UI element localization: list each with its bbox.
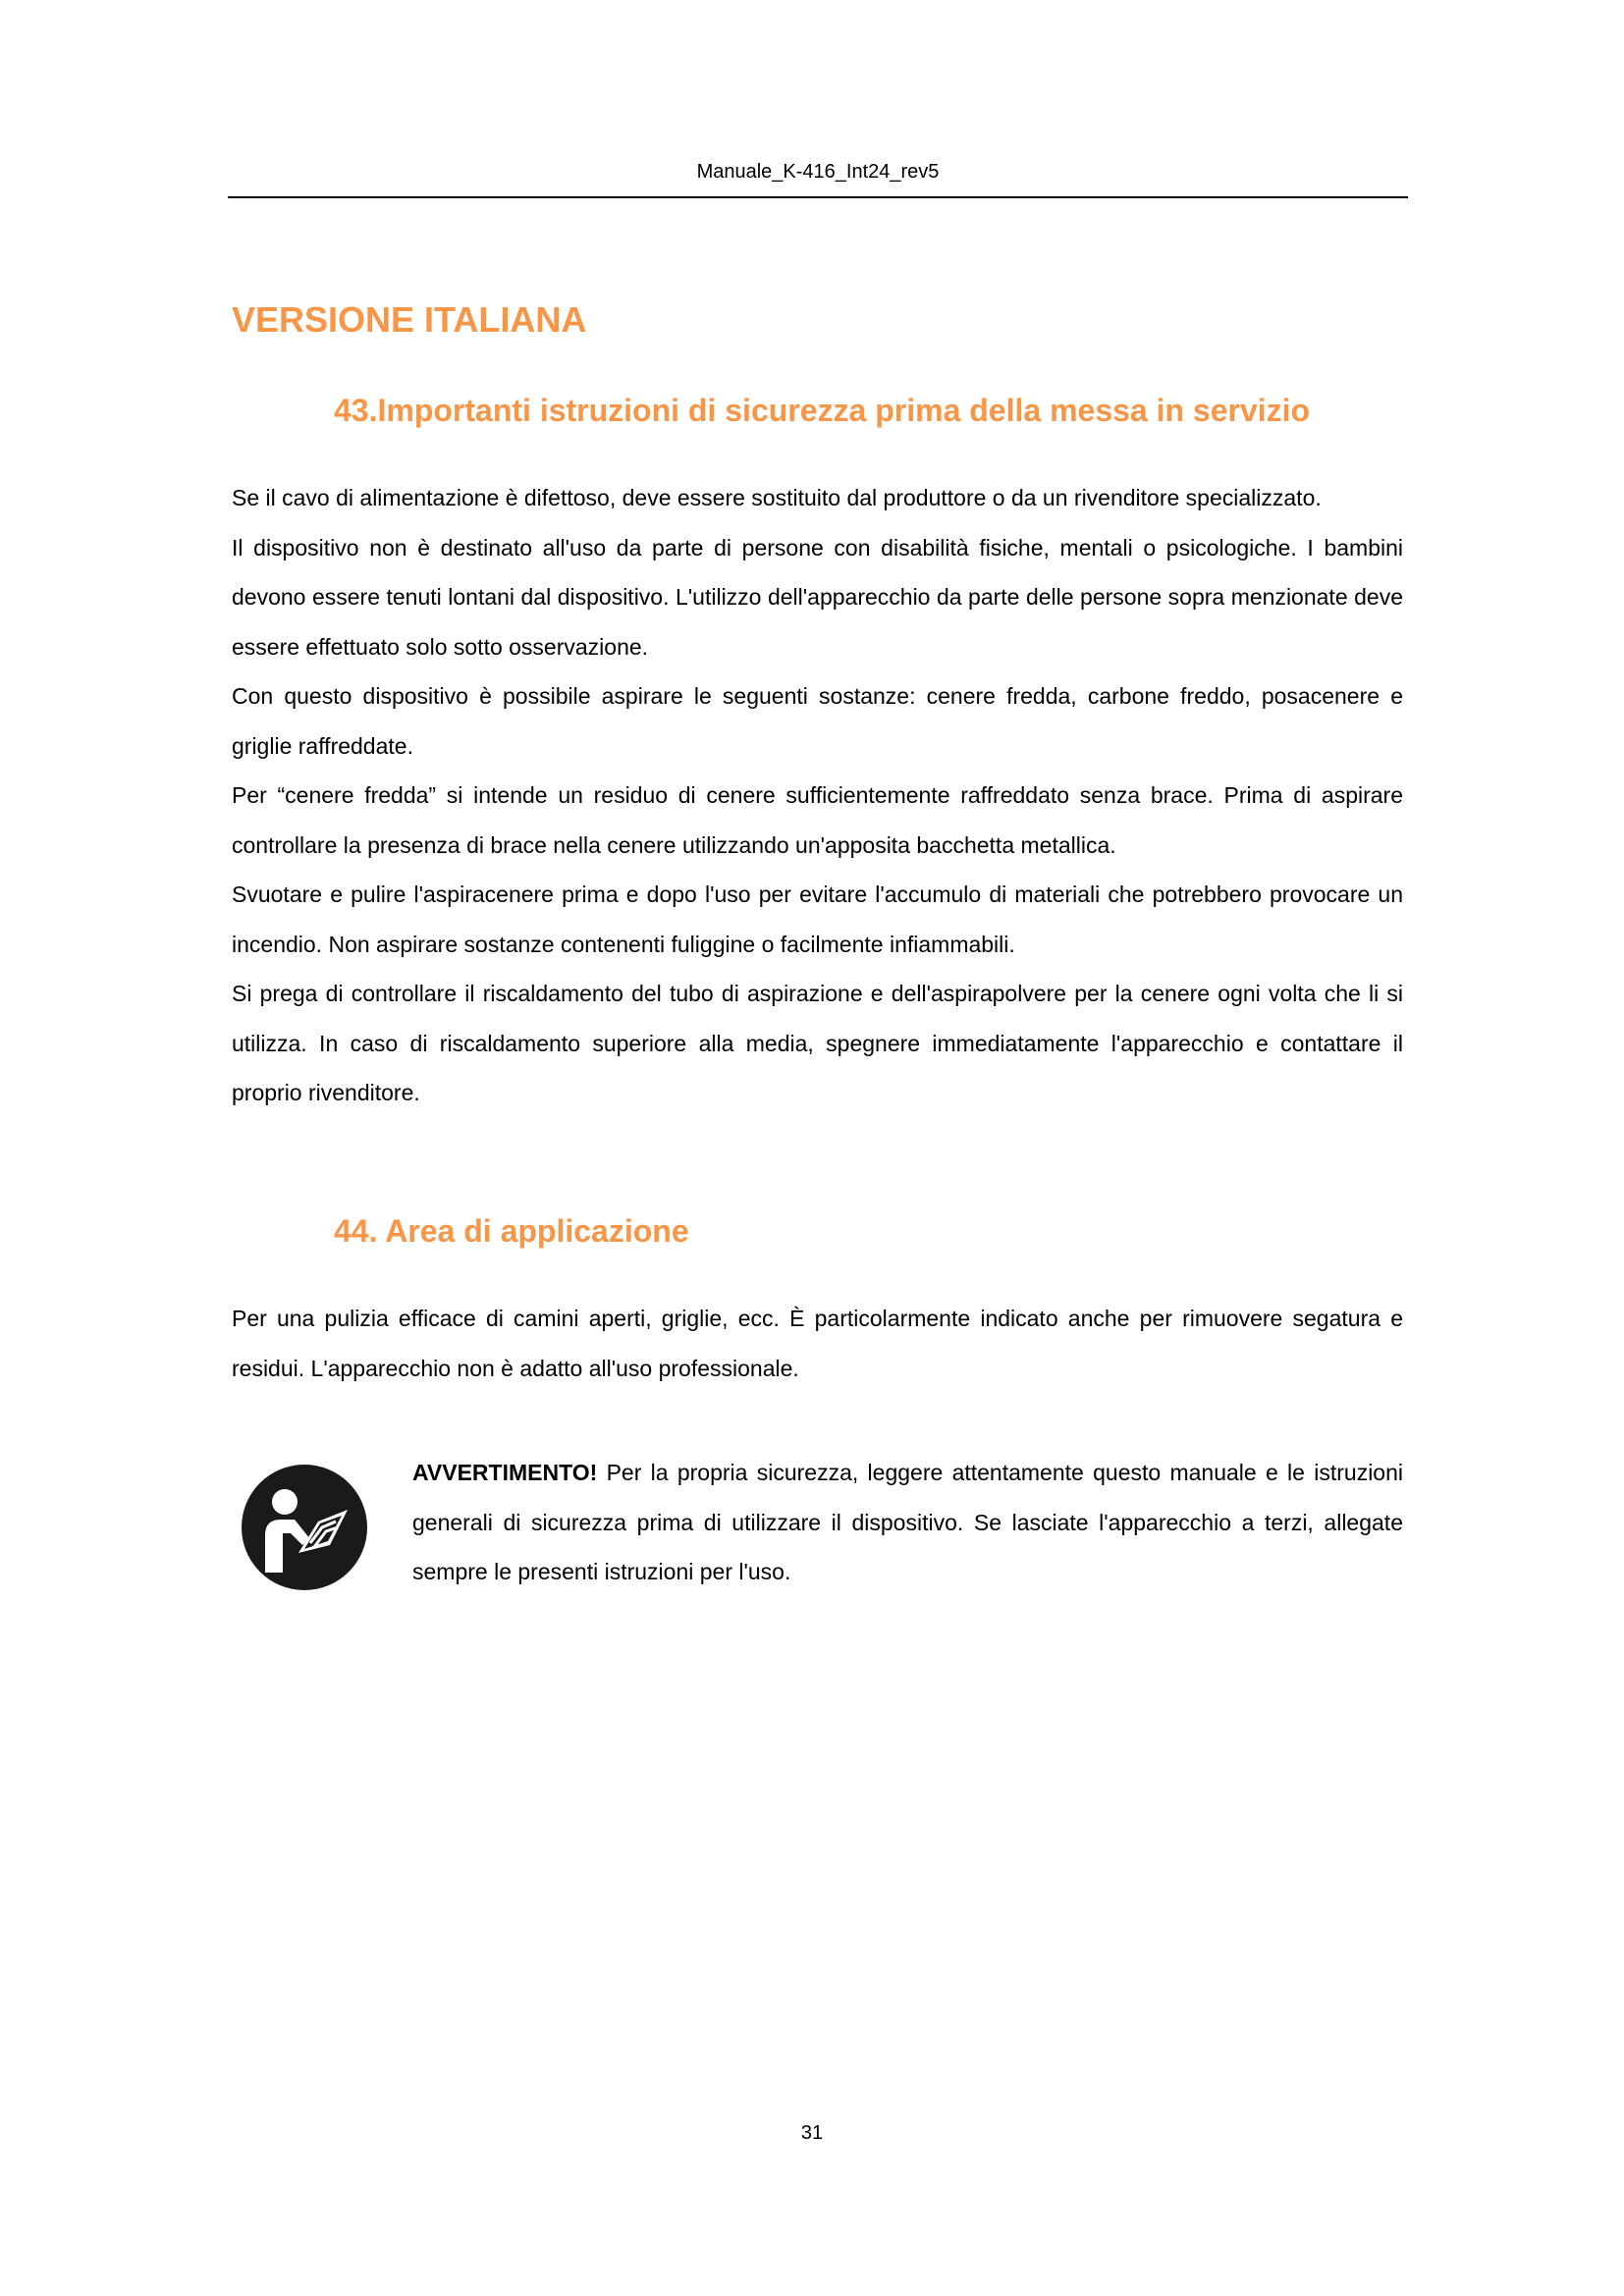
read-manual-icon bbox=[240, 1463, 369, 1592]
warning-text bbox=[412, 1448, 1403, 1597]
paragraph: Il dispositivo non è destinato all'uso da parte di persone con disabilità fisiche, mentali o psicologiche. I bambini devono essere tenuti lontani dal dispositivo. L'utilizzo dell'apparecchio da parte delle persone sopra menzionate deve essere effettuato solo sotto osservazione. bbox=[232, 534, 1403, 660]
warning-notice bbox=[240, 1448, 1403, 1605]
section-44-body bbox=[232, 1294, 1403, 1393]
page-number: 31 bbox=[800, 2122, 824, 2144]
paragraph: Si prega di controllare il riscaldamento del tubo di aspirazione e dell'aspirapolvere per la cenere ogni volta che li si utilizza. In caso di riscaldamento superiore alla media, spegnere immediatamente l'apparecchio e contattare il proprio rivenditore. bbox=[232, 981, 1403, 1105]
paragraph: Svuotare e pulire l'aspiracenere prima e dopo l'uso per evitare l'accumulo di materiali che potrebbero provocare un incendio. Non aspirare sostanze contenenti fuliggine o facilmente infiammabili. bbox=[232, 881, 1403, 957]
page-title: VERSIONE ITALIANA bbox=[232, 299, 587, 340]
paragraph: Se il cavo di alimentazione è difettoso, deve essere sostituito dal produttore o da un rivenditore specializzato. bbox=[232, 485, 1322, 510]
paragraph: Per una pulizia efficace di camini aperti, griglie, ecc. È particolarmente indicato anche per rimuovere segatura e residui. L'apparecchio non è adatto all'uso professionale. bbox=[232, 1306, 1403, 1381]
document-id: Manuale_K-416_Int24_rev5 bbox=[696, 161, 940, 183]
section-44-title: 44. Area di applicazione bbox=[334, 1213, 689, 1249]
warning-label: AVVERTIMENTO! bbox=[412, 1460, 598, 1485]
paragraph: Con questo dispositivo è possibile aspirare le seguenti sostanze: cenere fredda, carbone freddo, posacenere e griglie raffreddate. bbox=[232, 683, 1403, 759]
section-43-title: 43.Importanti istruzioni di sicurezza prima della messa in servizio bbox=[334, 393, 1311, 428]
page-header bbox=[228, 159, 1408, 198]
section-43-body bbox=[232, 473, 1403, 1118]
paragraph: Per “cenere fredda” si intende un residuo di cenere sufficientemente raffreddato senza brace. Prima di aspirare controllare la presenza di brace nella cenere utilizzando un'apposita bacchetta metallica. bbox=[232, 782, 1403, 858]
warning-body: Per la propria sicurezza, leggere attentamente questo manuale e le istruzioni generali di sicurezza prima di utilizzare il dispositivo. Se lasciate l'apparecchio a terzi, allegate sempre le presenti istruzioni per l'uso. bbox=[412, 1460, 1403, 1584]
